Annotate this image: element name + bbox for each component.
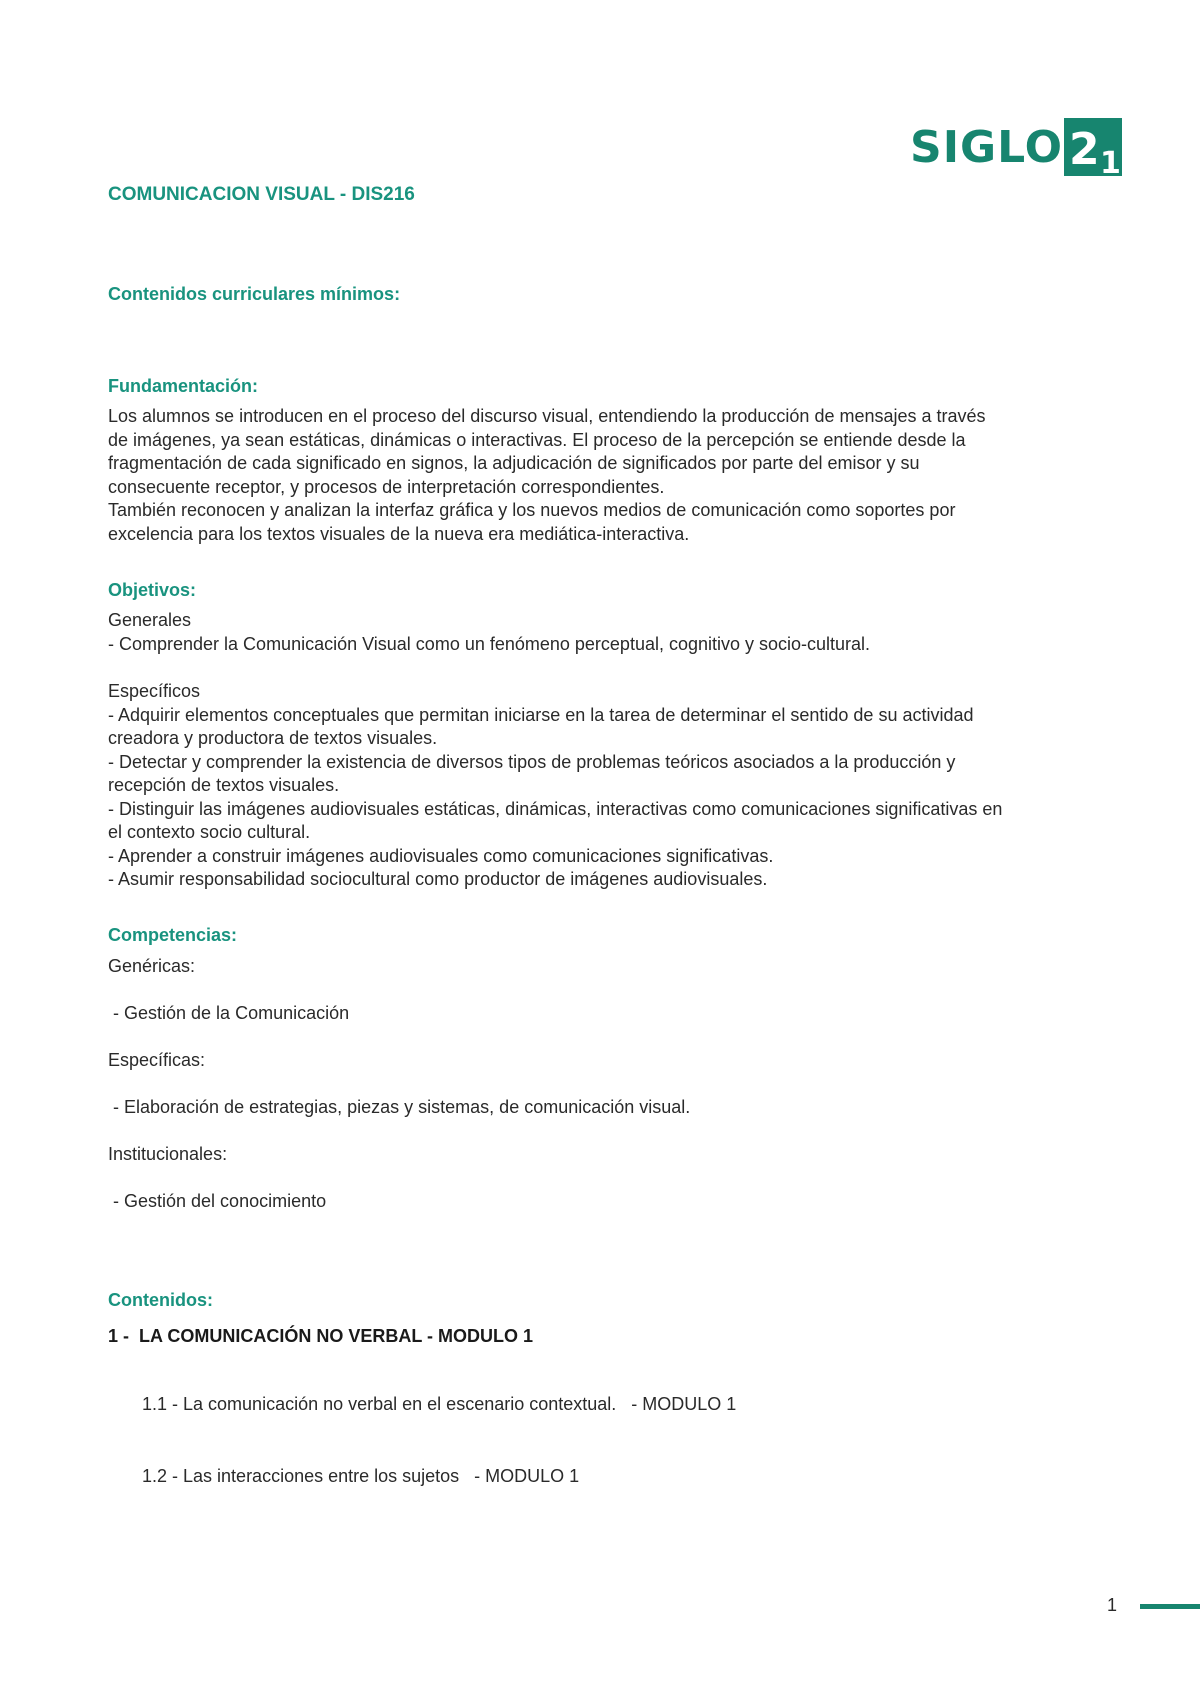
fundamentacion-line: excelencia para los textos visuales de la nueva era mediática-interactiva. — [108, 523, 690, 544]
module-title: 1 - LA COMUNICACIÓN NO VERBAL - MODULO 1 — [108, 1326, 534, 1346]
curricular-heading: Contenidos curriculares mínimos: — [108, 284, 401, 304]
especificos-line: - Distinguir las imágenes audiovisuales estáticas, dinámicas, interactivas como comunicaciones significativas en — [108, 798, 1003, 819]
generales-label: Generales — [108, 610, 192, 630]
objetivos-generales — [108, 609, 1128, 656]
fundamentacion-line: de imágenes, ya sean estáticas, dinámicas o interactivas. El proceso de la percepción se entiende desde la — [108, 429, 966, 450]
especificos-line: creadora y productora de textos visuales. — [108, 728, 438, 748]
module-item: 1.1 - La comunicación no verbal en el escenario contextual. - MODULO 1 — [142, 1394, 737, 1414]
institucionales-label: Institucionales: — [108, 1144, 228, 1164]
genericas-label: Genéricas: — [108, 956, 196, 976]
especificos-label: Específicos — [108, 681, 201, 701]
fundamentacion-line: Los alumnos se introducen en el proceso del discurso visual, entendiendo la producción de mensajes a través — [108, 406, 986, 426]
especificos-line: - Detectar y comprender la existencia de diversos tipos de problemas teóricos asociados a la producción y — [108, 751, 956, 772]
document-title: COMUNICACION VISUAL - DIS216 — [108, 184, 415, 205]
module-item: 1.2 - Las interacciones entre los sujetos - MODULO 1 — [142, 1466, 580, 1486]
especificos-line: - Adquirir elementos conceptuales que permitan iniciarse en la tarea de determinar el sentido de su actividad — [108, 704, 974, 725]
objetivos-heading: Objetivos: — [108, 580, 197, 600]
especificos-line: - Asumir responsabilidad sociocultural como productor de imágenes audiovisuales. — [108, 869, 768, 889]
page-number: 1 — [1107, 1595, 1118, 1615]
especificas-item: - Elaboración de estrategias, piezas y sistemas, de comunicación visual. — [108, 1097, 691, 1117]
genericas-item: - Gestión de la Comunicación — [108, 1003, 350, 1023]
competencias-heading: Competencias: — [108, 925, 238, 945]
objetivos-especificos — [108, 680, 1128, 892]
especificos-line: recepción de textos visuales. — [108, 775, 340, 795]
fundamentacion-line: También reconocen y analizan la interfaz gráfica y los nuevos medios de comunicación como soportes por — [108, 500, 956, 520]
generales-line: - Comprender la Comunicación Visual como un fenómeno perceptual, cognitivo y socio-cultural. — [108, 633, 871, 654]
fundamentacion-heading: Fundamentación: — [108, 376, 259, 396]
contenidos-heading: Contenidos: — [108, 1290, 213, 1310]
fundamentacion-line: fragmentación de cada significado en signos, la adjudicación de significados por parte del emisor y su — [108, 453, 920, 473]
logo-text: SIGLO — [910, 122, 1064, 173]
page-accent-bar — [1140, 1604, 1200, 1609]
logo-21-mark — [1064, 118, 1122, 176]
logo-number-big: 2 — [1069, 124, 1100, 175]
logo-number-small: 1 — [1100, 146, 1121, 176]
siglo21-logo — [910, 118, 1122, 178]
fundamentacion-line: consecuente receptor, y procesos de interpretación correspondientes. — [108, 476, 665, 497]
fundamentacion-paragraph — [108, 405, 1128, 546]
especificos-line: - Aprender a construir imágenes audiovisuales como comunicaciones significativas. — [108, 845, 774, 866]
especificos-line: el contexto socio cultural. — [108, 822, 311, 842]
institucionales-item: - Gestión del conocimiento — [108, 1191, 327, 1211]
especificas-label: Específicas: — [108, 1050, 206, 1070]
